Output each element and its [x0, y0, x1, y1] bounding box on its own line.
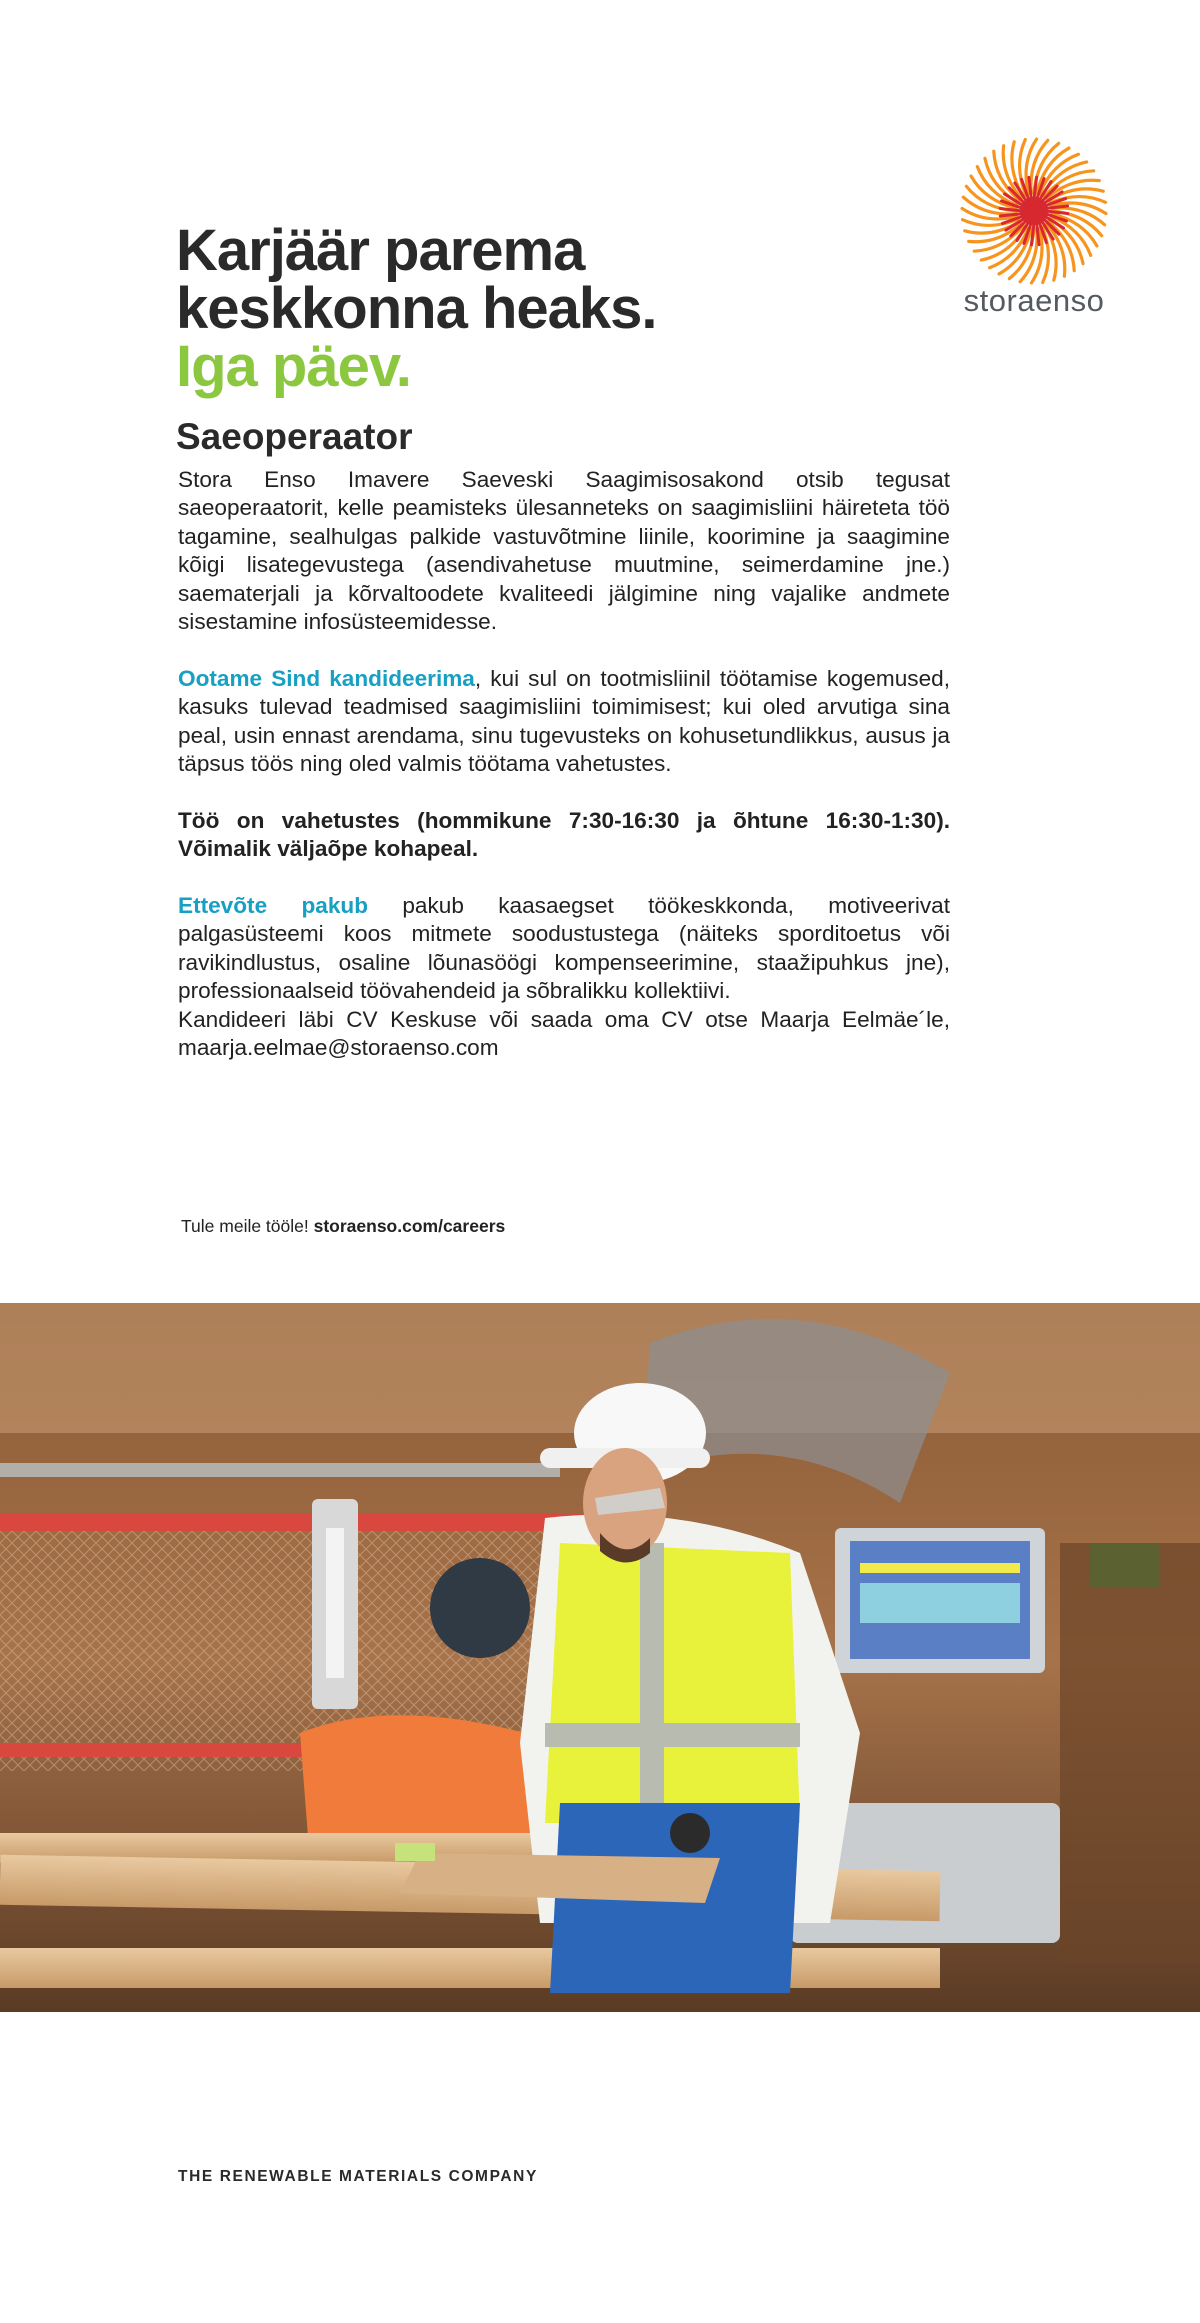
- careers-line: [181, 1216, 505, 1237]
- careers-prefix: Tule meile tööle!: [181, 1216, 314, 1236]
- candidate-lead: Ootame Sind kandideerima: [178, 665, 475, 691]
- candidate-paragraph: [178, 665, 950, 779]
- headline-line-1: Karjäär parema: [176, 218, 585, 283]
- stora-enso-logo: [950, 135, 1118, 325]
- company-tagline: THE RENEWABLE MATERIALS COMPANY: [178, 2168, 538, 2185]
- sawmill-illustration: [0, 1303, 1200, 2012]
- careers-link[interactable]: storaenso.com/careers: [313, 1216, 506, 1236]
- apply-text: Kandideeri läbi CV Keskuse või saada oma CV otse Maarja Eelmäe´le, maarja.eelmae@storaenso.com: [178, 1006, 950, 1061]
- job-intro: Stora Enso Imavere Saeveski Saagimisosakond otsib tegusat saeoperaatorit, kelle peamisteks ülesanneteks on saagimisliini häireteta töö tagamine, sealhulgas palkide vastuvõtmine liinile, koorimine ja saagimine kõigi lisategevustega (asendivahetuse muutmine, seimerdamine jne.) saematerjali ja kõrvaltoodete kvaliteedi jälgimine ning vajalike andmete sisestamine infosüsteemidesse.: [178, 467, 950, 635]
- shift-info: Töö on vahetustes (hommikune 7:30-16:30 ja õhtune 16:30-1:30). Võimalik väljaõpe kohapeal.: [178, 807, 950, 862]
- sawmill-worker-photo: [0, 1303, 1200, 2012]
- headline: [176, 218, 736, 399]
- logo-wordmark: storaenso: [963, 283, 1105, 318]
- job-title: Saeoperaator: [176, 416, 413, 457]
- headline-line-2: keskkonna heaks.: [176, 276, 657, 341]
- offer-lead: Ettevõte pakub: [178, 893, 369, 919]
- offer-text: pakub kaasaegset töökeskkonda, motiveerivat palgasüsteemi koos mitmete soodustustega (näiteks sporditoetus või ravikindlustus, osaline lõunasöögi kompenseerimine, staažipuhkus jne), professionaalseid töövahendeid ja sõbralikku kollektiivi.: [178, 893, 950, 1004]
- job-description: [178, 466, 950, 1062]
- candidate-text: , kui sul on tootmisliinil töötamise kogemused, kasuks tulevad teadmised saagimisliini toimimisest; kui oled arvutiga sina peal, usin ennast arendama, sinu tugevusteks on kohusetundlikkus, ausus ja täpsus töös ning oled valmis töötama vahetustes.: [178, 665, 950, 777]
- sun-icon: [958, 135, 1110, 287]
- headline-line-3: Iga päev.: [176, 334, 411, 399]
- offer-paragraph: [178, 892, 950, 1006]
